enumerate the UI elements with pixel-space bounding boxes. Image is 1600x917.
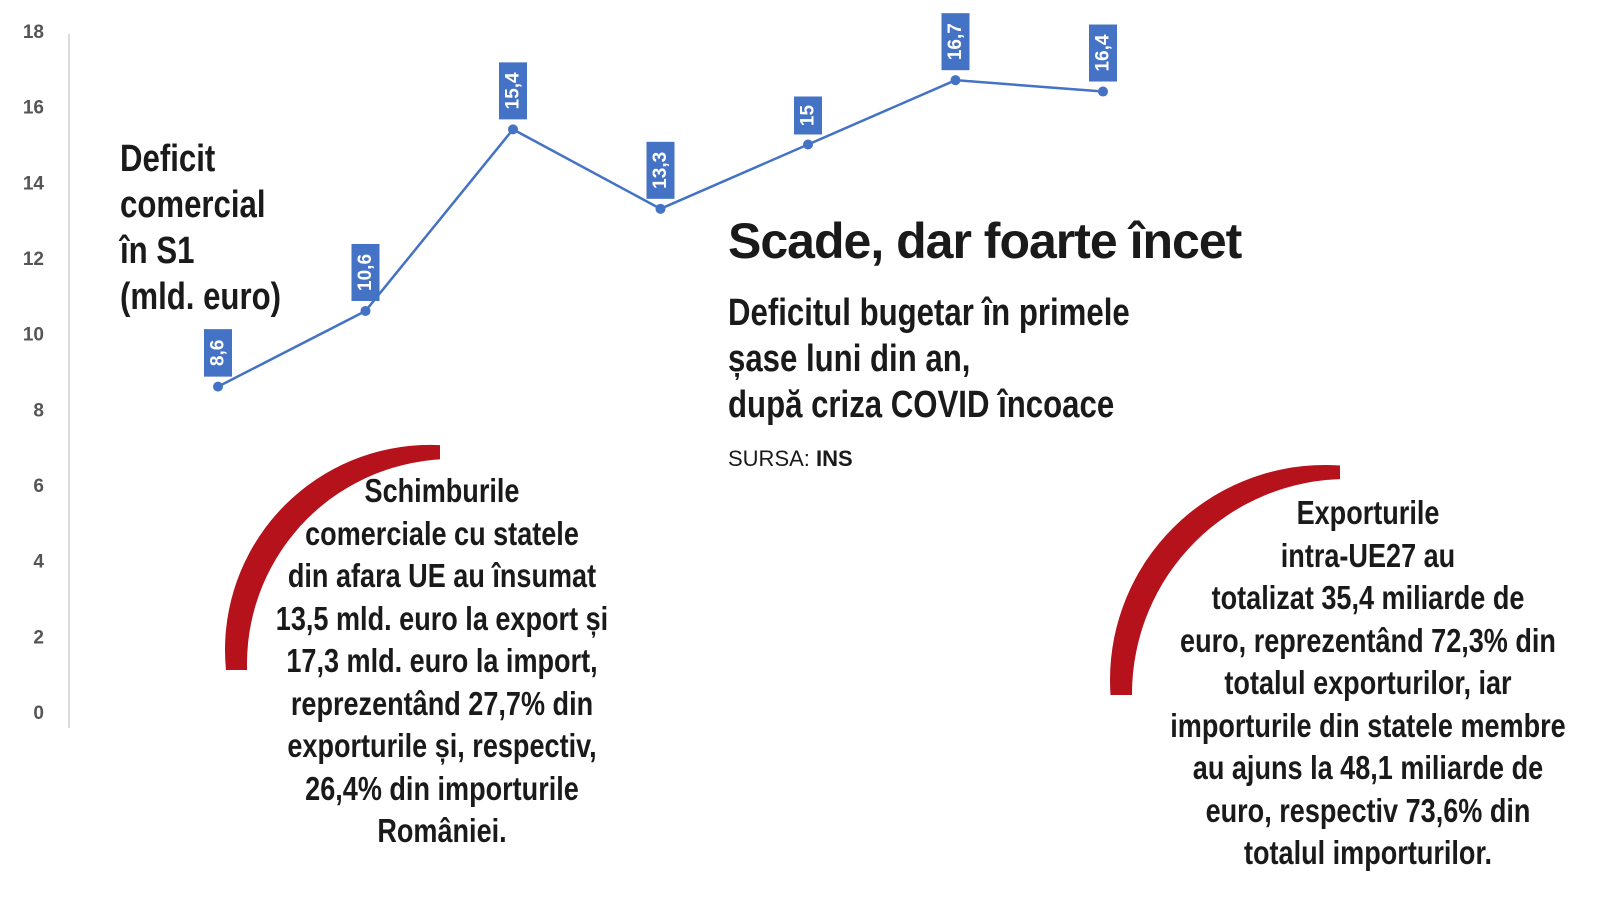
data-label-text: 16,7 (945, 23, 966, 61)
subtitle-line: șase luni din an, (728, 338, 971, 380)
data-label-text: 16,4 (1092, 34, 1114, 72)
callout-line: Exporturile (1296, 494, 1440, 531)
y-title-line: Deficit (120, 138, 216, 180)
callout-line: din afara UE au însumat (287, 557, 597, 594)
callout-line: României. (377, 812, 507, 849)
data-label (647, 142, 675, 199)
callout-text (270, 470, 614, 853)
callout-line: au ajuns la 48,1 miliarde de (1192, 749, 1544, 786)
data-label (204, 329, 232, 377)
callout-line: importurile din statele membre (1170, 706, 1566, 744)
y-tick-label: 12 (22, 249, 44, 270)
callout-line: 17,3 mld. euro la import, (286, 642, 598, 679)
data-point (656, 204, 666, 214)
chart-subtitle (728, 290, 1130, 428)
y-title-line: (mld. euro) (120, 276, 281, 318)
data-point (803, 140, 813, 150)
callout-line: 26,4% din importurile (305, 769, 579, 807)
y-title-line: comercial (120, 184, 266, 226)
callout-line: exporturile și, respectiv, (287, 727, 597, 764)
data-label (794, 97, 822, 135)
callout-text (1163, 492, 1573, 875)
subtitle-line: după criza COVID încoace (728, 384, 1115, 426)
callout-non-eu-trade (232, 470, 652, 853)
callout-intra-eu-trade (1118, 492, 1600, 875)
y-tick-label: 8 (33, 400, 44, 422)
y-tick-label: 0 (33, 703, 44, 724)
callout-line: totalul exporturilor, iar (1224, 664, 1512, 701)
y-tick-label: 10 (22, 324, 44, 346)
data-point (213, 382, 223, 392)
chart-headline: Scade, dar foarte încet (728, 213, 1242, 269)
y-title-line: în S1 (120, 230, 195, 272)
callout-line: comerciale cu statele (305, 514, 579, 552)
source-note (728, 446, 853, 472)
y-axis-ticks (23, 22, 45, 724)
data-label-text: 15 (797, 104, 819, 127)
callout-line: totalul importurilor. (1243, 834, 1493, 871)
source-value: INS (816, 446, 853, 471)
data-label (942, 13, 970, 70)
data-label (1089, 25, 1117, 82)
data-label-text: 15,4 (502, 72, 524, 110)
data-label-text: 10,6 (355, 253, 376, 291)
data-label-text: 8,6 (207, 339, 229, 367)
data-label (499, 62, 527, 119)
y-tick-label: 14 (22, 173, 44, 195)
callout-line: 13,5 mld. euro la export și (275, 599, 609, 637)
y-axis-title (120, 136, 281, 320)
data-label-text: 13,3 (650, 151, 671, 189)
callout-line: euro, respectiv 73,6% din (1205, 791, 1531, 829)
callout-line: totalizat 35,4 miliarde de (1211, 579, 1525, 616)
callout-line: Schimburile (364, 472, 520, 509)
data-point (361, 306, 371, 316)
y-tick-label: 2 (33, 627, 44, 649)
subtitle-line: Deficitul bugetar în primele (728, 292, 1130, 334)
source-label: SURSA: (728, 446, 810, 471)
data-point (1098, 87, 1108, 97)
callout-line: euro, reprezentând 72,3% din (1180, 621, 1556, 659)
y-tick-label: 6 (33, 476, 44, 497)
y-tick-label: 4 (33, 551, 44, 573)
callout-line: intra-UE27 au (1280, 536, 1456, 574)
data-point (508, 124, 518, 134)
callout-line: reprezentând 27,7% din (290, 684, 594, 722)
data-label (352, 244, 380, 301)
data-point (951, 75, 961, 85)
y-tick-label: 18 (22, 22, 44, 43)
y-tick-label: 16 (22, 97, 44, 119)
